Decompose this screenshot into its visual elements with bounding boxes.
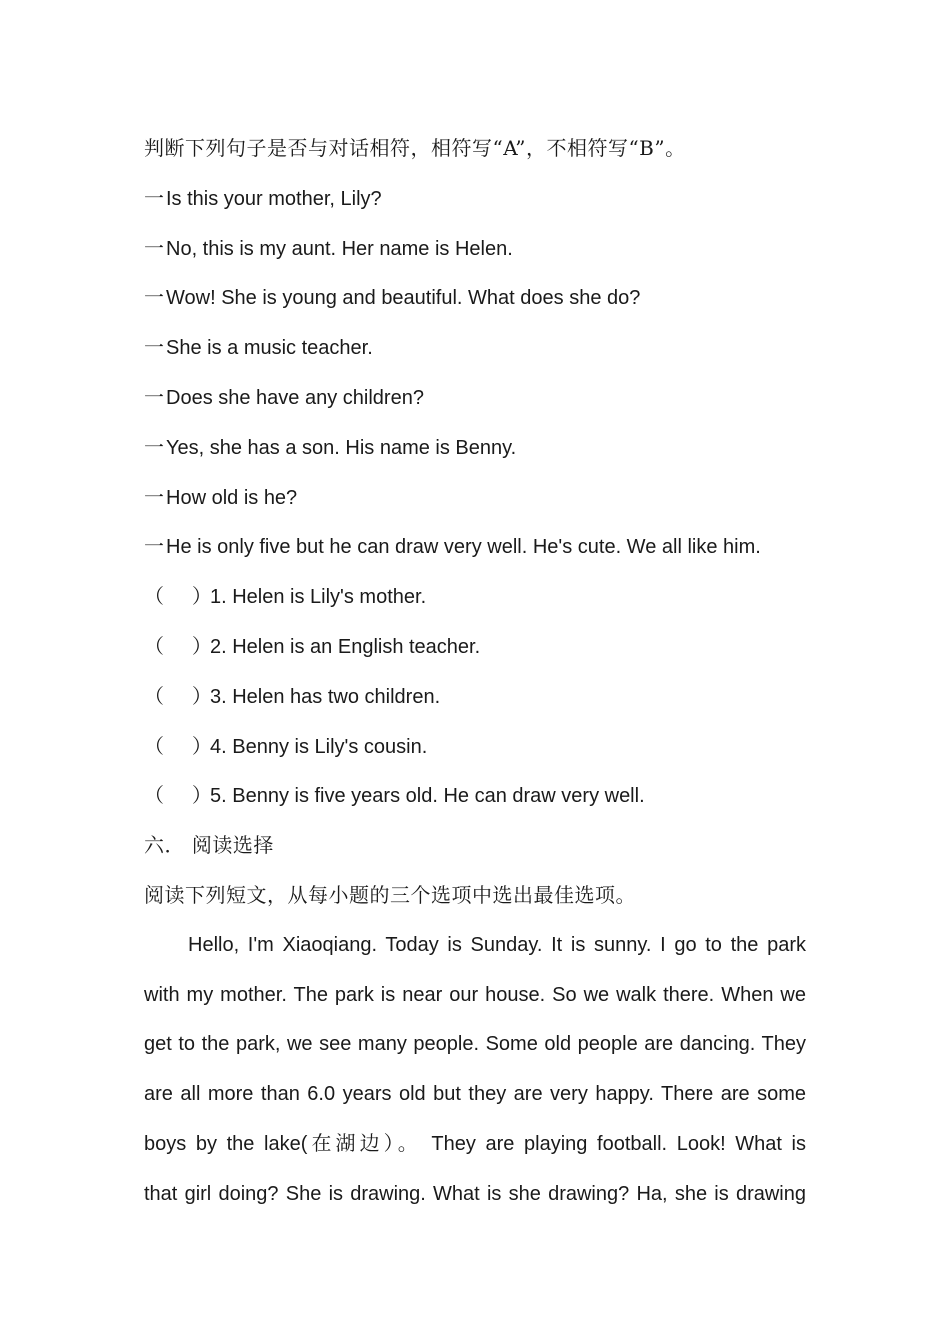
passage-line: are all more than 6.0 years old but they are very happy. There are some [144,1083,806,1106]
dialogue-dash: 一 [144,534,164,559]
question-text: 4. Benny is Lily's cousin. [210,735,428,758]
question-item [144,771,806,821]
section-instruction: 阅读下列短文，从每小题的三个选项中选出最佳选项。 [144,882,636,907]
dialogue-text: He is only five but he can draw very well. He's cute. We all like him. [166,536,761,559]
dialogue-dash: 一 [144,235,164,260]
reading-passage [144,921,806,1220]
passage-line: boys by the lake(在湖边）。 They are playing football. Look! What is [144,1132,806,1155]
dialogue-text: No, this is my aunt. Her name is Helen. [166,237,513,260]
dialogue-dash: 一 [144,285,164,310]
document-page [144,124,806,1220]
dialogue-text: Yes, she has a son. His name is Benny. [166,436,517,459]
passage-line: with my mother. The park is near our house. So we walk there. When we [144,983,806,1006]
answer-blank: （ ） [144,733,213,758]
dialogue-line [144,423,806,473]
dialogue-line [144,273,806,323]
dialogue-line [144,373,806,423]
dialogue-line [144,323,806,373]
question-item [144,572,806,622]
answer-blank: （ ） [144,783,213,808]
passage-line: that girl doing? She is drawing. What is she drawing? Ha, she is drawing [144,1182,806,1205]
answer-blank: （ ） [144,683,213,708]
section-title: 六． 阅读选择 [144,833,274,858]
dialogue-line [144,224,806,274]
dialogue-dash: 一 [144,185,164,210]
question-text: 3. Helen has two children. [210,685,441,708]
passage-line: get to the park, we see many people. Some old people are dancing. They [144,1033,806,1056]
dialogue-text: She is a music teacher. [166,337,373,360]
question-item [144,672,806,722]
question-item [144,622,806,672]
answer-blank: （ ） [144,633,213,658]
dialogue-dash: 一 [144,434,164,459]
dialogue-text: How old is he? [166,486,298,509]
judgement-questions [144,572,806,821]
dialogue-line [144,174,806,224]
exercise-instruction: 判断下列句子是否与对话相符，相符写“A”，不相符写“B”。 [144,136,686,160]
question-text: 2. Helen is an English teacher. [210,635,481,658]
passage-line: Hello, I'm Xiaoqiang. Today is Sunday. It is sunny. I go to the park [188,933,806,956]
dialogue [144,174,806,572]
dialogue-dash: 一 [144,335,164,360]
answer-blank: （ ） [144,584,213,609]
dialogue-dash: 一 [144,484,164,509]
dialogue-dash: 一 [144,384,164,409]
question-item [144,722,806,772]
question-text: 1. Helen is Lily's mother. [210,586,427,609]
dialogue-text: Is this your mother, Lily? [166,187,382,210]
dialogue-line [144,473,806,523]
dialogue-line [144,522,806,572]
dialogue-text: Wow! She is young and beautiful. What does she do? [166,287,641,310]
dialogue-text: Does she have any children? [166,386,424,409]
question-text: 5. Benny is five years old. He can draw very well. [210,785,645,808]
